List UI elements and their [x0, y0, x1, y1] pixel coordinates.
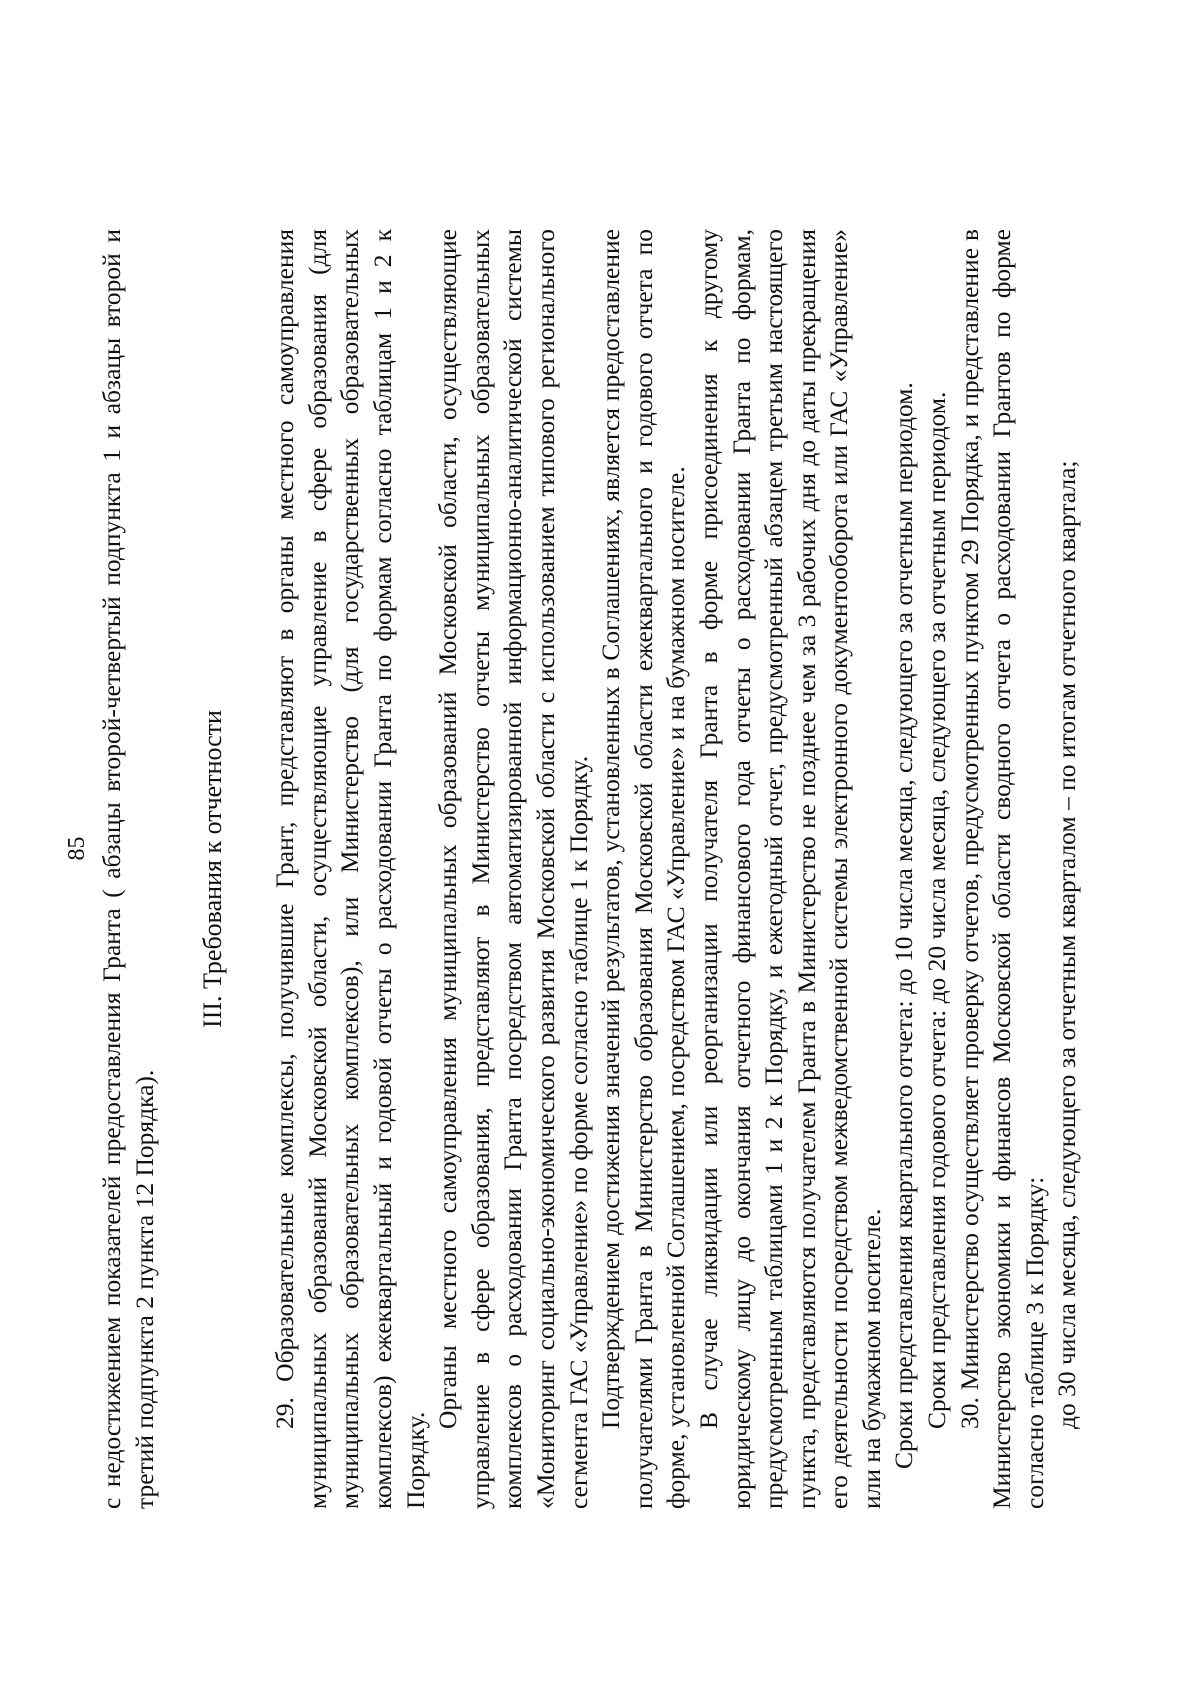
paragraph-municipal-bodies: Органы местного самоуправления муниципальных образований Московской области, осуществляющие управление в сфере образования, представляют в Министерство отчеты муниципальных образовательных комплексов о расходовании Гранта посредством автоматизированной информационно-аналитической системы «Мониторинг социально-экономического развития Московской области с использованием типового регионального сегмента ГАС «Управление» по форме согласно таблице 1 к Порядку. — [433, 229, 593, 1509]
paragraph-30: 30. Министерство осуществляет проверку отчетов, предусмотренных пунктом 29 Порядка, и представление в Министерство экономики и финансов Московской области сводного отчета о расходовании Грантов по форме согласно таблице 3 к Порядку: — [954, 229, 1049, 1509]
section-title: III. Требования к отчетности — [198, 710, 228, 1028]
paragraph-quarter-deadline: до 30 числа месяца, следующего за отчетным кварталом – по итогам отчетного квартала; — [1052, 460, 1082, 1429]
intro-paragraph: с недостижением показателей предоставления Гранта ( абзацы второй-четвертый подпункта 1 и абзацы второй и третий подпункта 2 пункта 12 Порядка). — [97, 229, 159, 1509]
paragraph-results-confirmation: Подтверждением достижения значений результатов, установленных в Соглашениях, является предоставление получателями Гранта в Министерство образования Московской области ежеквартального и годового отчета по форме, установленной Соглашением, посредством ГАС «Управление» и на бумажном носителе. — [596, 229, 691, 1509]
paragraph-annual-deadline: Сроки представления годового отчета: до 20 числа месяца, следующего за отчетным периодом. — [922, 391, 952, 1429]
page-number: 85 — [64, 836, 90, 861]
paragraph-quarterly-deadline: Сроки представления квартального отчета: до 10 числа месяца, следующего за отчетным периодом. — [889, 382, 919, 1469]
paragraph-29: 29. Образовательные комплексы, получившие Грант, представляют в органы местного самоуправления муниципальных образований Московской области, осуществляющие управление в сфере образования (для муниципальных образовательных комплексов), или Министерство (для государственных образовательных комплексов) ежеквартальный и годовой отчеты о расходовании Гранта по формам согласно таблицам 1 и 2 к Порядку. — [270, 229, 430, 1509]
paragraph-liquidation: В случае ликвидации или реорганизации получателя Гранта в форме присоединения к другому юридическому лицу до окончания отчетного финансового года отчеты о расходовании Гранта по формам, предусмотренным таблицами 1 и 2 к Порядку, и ежегодный отчет, предусмотренный абзацем третьим настоящего пункта, представляются получателем Гранта в Министерство не позднее чем за 3 рабочих дня до даты прекращения его деятельности посредством межведомственной системы электронного документооборота или ГАС «Управление» или на бумажном носителе. — [693, 229, 886, 1509]
document-body — [96, 229, 1084, 1509]
